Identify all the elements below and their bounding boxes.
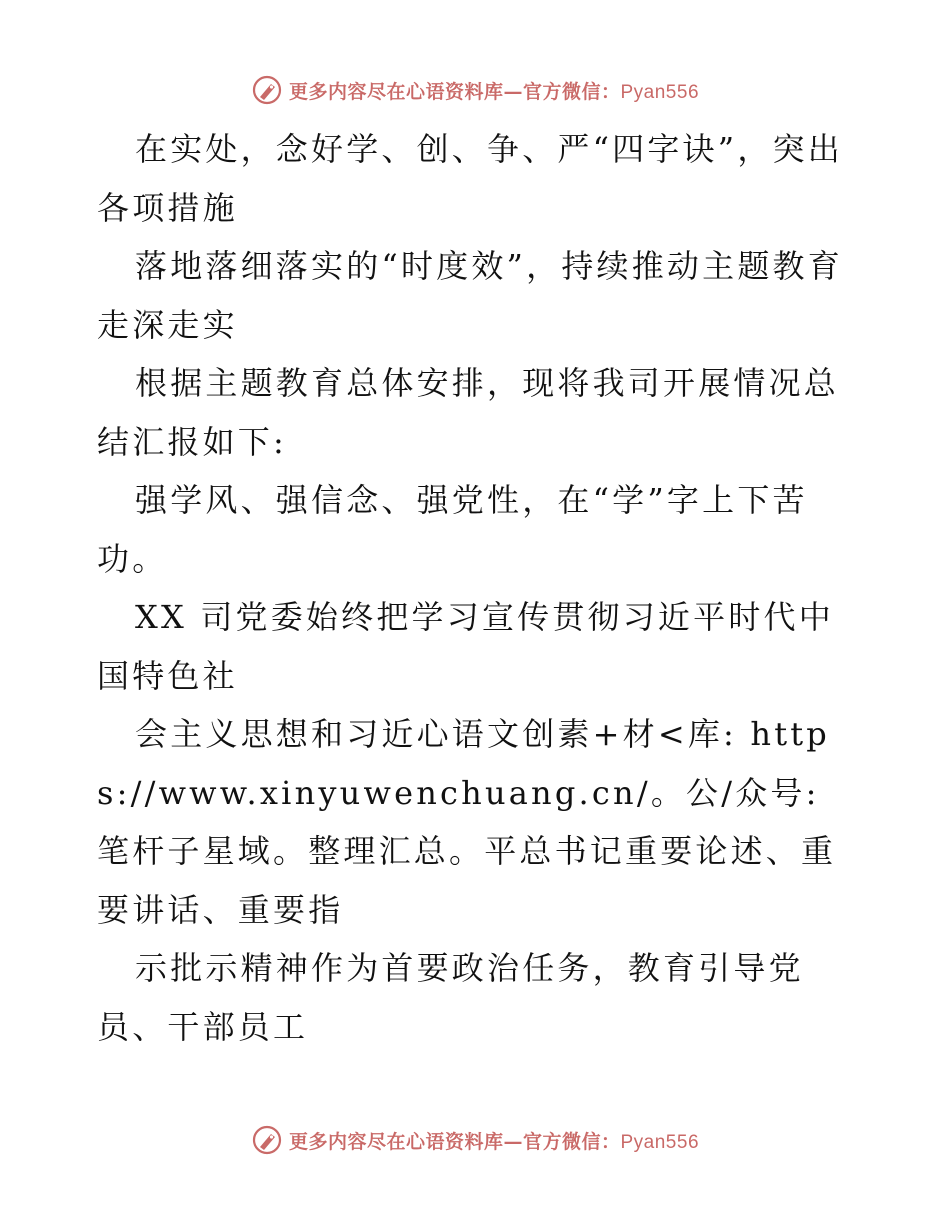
paragraph: 根据主题教育总体安排，现将我司开展情况总结汇报如下: [97,364,840,461]
wechat-id: Pyan556 [620,1131,700,1153]
pen-nib-logo-icon [251,74,283,106]
paragraph: 落地落细落实的“时度效”，持续推动主题教育走深走实 [97,247,843,344]
paragraph: 会主义思想和习近心语文创素+材<库: https://www.xinyuwenchuang.cn/。公/众号: 笔杆子星域。整理汇总。平总书记重要论述、重要讲话、重要指 [97,715,837,929]
pen-nib-logo-icon [251,1124,283,1156]
document-body [97,120,857,1056]
paragraph: 在实处，念好学、创、争、严“四字诀”，突出各项措施 [97,130,843,227]
paragraph: 强学风、强信念、强党性，在“学”字上下苦功。 [97,481,808,578]
watermark-text: 更多内容尽在心语资料库—官方微信：Pyan556 [288,80,700,103]
watermark-text: 更多内容尽在心语资料库—官方微信：Pyan556 [288,1130,700,1153]
paragraph: 示批示精神作为首要政治任务，教育引导党员、干部员工 [97,949,804,1046]
footer-watermark [0,1122,950,1158]
paragraph: XX 司党委始终把学习宣传贯彻习近平时代中国特色社 [97,598,834,695]
header-watermark [0,72,950,108]
wechat-id: Pyan556 [620,81,700,103]
